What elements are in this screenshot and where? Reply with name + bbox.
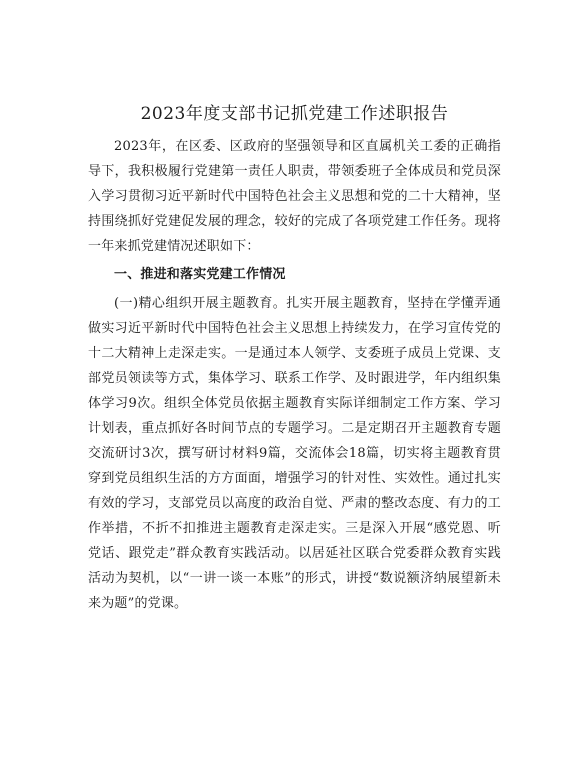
document-body [88, 100, 501, 616]
section-heading-1: 一、推进和落实党建工作情况 [114, 267, 286, 282]
intro-paragraph: 2023年，在区委、区政府的坚强领导和区直属机关工委的正确指导下，我积极履行党建第一责任人职责，带领委班子全体成员和党员深入学习贯彻习近平新时代中国特色社会主义思想和党的二十大精神，坚持围绕抓好党建促发展的理念，较好的完成了各项党建工作任务。现将一年来抓党建情况述职如下： [88, 139, 501, 254]
section-1-paragraph-1: (一)精心组织开展主题教育。扎实开展主题教育，坚持在学懂弄通做实习近平新时代中国特色社会主义思想上持续发力，在学习宣传党的十二大精神上走深走实。一是通过本人领学、支委班子成员上党课、支部党员领读等方式，集体学习、联系工作学、及时跟进学，年内组织集体学习9次。组织全体党员依据主题教育实际详细制定工作方案、学习计划表，重点抓好各时间节点的专题学习。二是定期召开主题教育专题交流研讨3次，撰写研讨材料9篇，交流体会18篇，切实将主题教育贯穿到党员组织生活的方方面面，增强学习的针对性、实效性。通过扎实有效的学习，支部党员以高度的政治自觉、严肃的整改态度、有力的工作举措，不折不扣推进主题教育走深走实。三是深入开展“感党恩、听党话、跟党走”群众教育实践活动。以居延社区联合党委群众教育实践活动为契机，以“一讲一谈一本账”的形式，讲授“数说额济纳展望新未来为题”的党课。 [88, 296, 501, 611]
document-title: 2023年度支部书记抓党建工作述职报告 [140, 104, 449, 124]
